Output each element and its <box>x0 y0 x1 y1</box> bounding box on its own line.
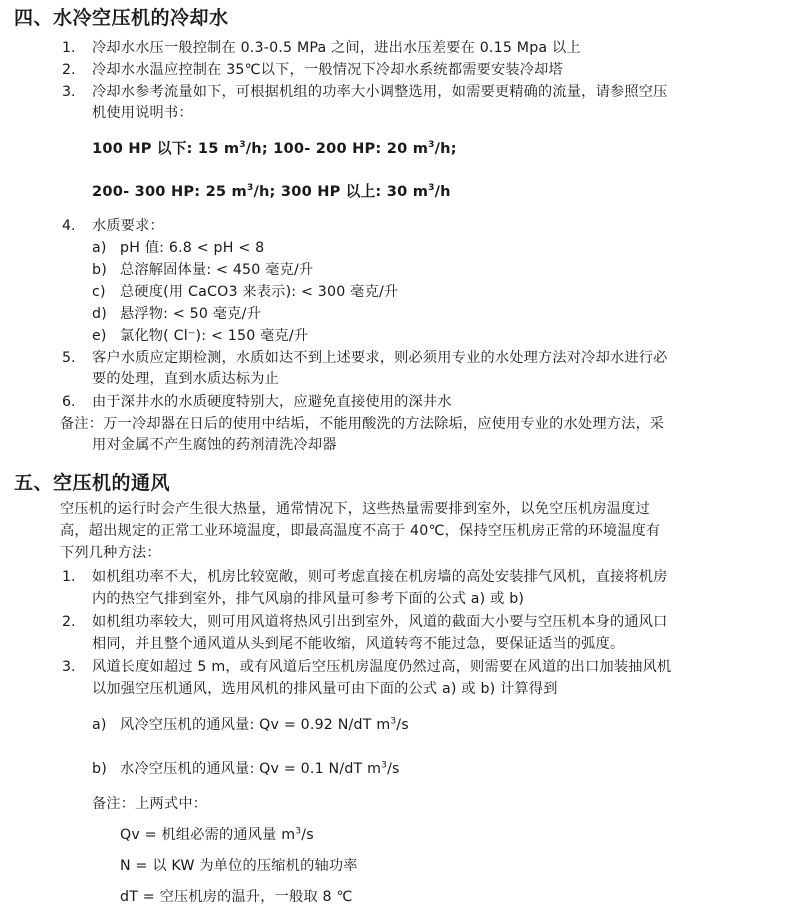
quality-item-b-label: b) <box>92 262 107 278</box>
quality-item-e-text: 氯化物( Cl⁻): < 150 毫克/升 <box>120 328 309 344</box>
s5-intro-line2: 高，超出规定的正常工业环境温度，即最高温度不高于 40℃，保持空压机房正常的环境温度有 <box>60 523 661 539</box>
s5-item2-number: 2. <box>62 614 76 630</box>
quality-item-e-label: e) <box>92 328 107 344</box>
quality-item-a-text: pH 值: 6.8 < pH < 8 <box>120 240 265 256</box>
quality-item-c-label: c) <box>92 284 106 300</box>
definition-dt: dT = 空压机房的温升，一般取 8 ℃ <box>120 889 353 905</box>
s4-note-line1: 备注：万一冷却器在日后的使用中结垢，不能用酸洗的方法除垢，应使用专业的水处理方法，采 <box>60 416 665 432</box>
s4-item5-line2: 要的处理，直到水质达标为止 <box>92 371 280 387</box>
s5-item1-line1: 如机组功率不大，机房比较宽敞，则可考虑直接在机房墙的高处安装排气风机，直接将机房 <box>92 569 668 585</box>
s5-item1-line2: 内的热空气排到室外，排气风扇的排风量可参考下面的公式 a) 或 b) <box>92 591 525 607</box>
flow-rate-line-2: 200- 300 HP: 25 $m^3/h$; 300 HP 以上: 30 $m^3/h$ <box>92 183 451 200</box>
formula-b: 水冷空压机的通风量: Qv = 0.1 N/dT $m^3/s$ <box>120 760 400 777</box>
s5-item2-line2: 相同，并且整个通风道从头到尾不能收缩，风道转弯不能过急，要保证适当的弧度。 <box>92 636 625 652</box>
s4-item3-number: 3. <box>62 84 76 100</box>
s4-note-line2: 用对金属不产生腐蚀的药剂清洗冷却器 <box>92 437 337 453</box>
flow-rate-line-1: 100 HP 以下: 15 $m^3/h$; 100- 200 HP: 20 $m^3/h$; <box>92 140 457 157</box>
formula-note-title: 备注：上两式中： <box>92 796 208 812</box>
s4-item6-number: 6. <box>62 394 76 410</box>
s5-item1-number: 1. <box>62 569 76 585</box>
formula-b-label: b) <box>92 761 107 777</box>
section5-heading: 五、空压机的通风 <box>14 472 171 494</box>
quality-item-b-text: 总溶解固体量: < 450 毫克/升 <box>120 262 314 278</box>
definition-n: N = 以 KW 为单位的压缩机的轴功率 <box>120 858 358 874</box>
quality-item-a-label: a) <box>92 240 107 256</box>
formula-a-label: a) <box>92 717 107 733</box>
s5-intro-line1: 空压机的运行时会产生很大热量，通常情况下，这些热量需要排到室外，以免空压机房温度过 <box>60 501 650 517</box>
s5-item3-number: 3. <box>62 659 76 675</box>
s5-intro-line3: 下列几种方法： <box>60 545 161 561</box>
section4-heading: 四、水冷空压机的冷却水 <box>14 7 229 29</box>
s4-item6-text: 由于深井水的水质硬度特别大，应避免直接使用的深井水 <box>92 394 452 410</box>
s4-item4-text: 水质要求： <box>92 218 164 234</box>
s4-item1-text: 冷却水水压一般控制在 0.3-0.5 MPa 之间，进出水压差要在 0.15 Mpa 以上 <box>92 40 581 56</box>
s4-item4-number: 4. <box>62 218 76 234</box>
s4-item5-line1: 客户水质应定期检测，水质如达不到上述要求，则必须用专业的水处理方法对冷却水进行必 <box>92 350 668 366</box>
formula-a: 风冷空压机的通风量: Qv = 0.92 N/dT $m^3/s$ <box>120 716 409 733</box>
s5-item2-line1: 如机组功率较大，则可用风道将热风引出到室外，风道的截面大小要与空压机本身的通风口 <box>92 614 668 630</box>
s5-item3-line2: 以加强空压机通风，选用风机的排风量可由下面的公式 a) 或 b) 计算得到 <box>92 681 558 697</box>
quality-item-d-text: 悬浮物: < 50 毫克/升 <box>120 306 261 322</box>
s5-item3-line1: 风道长度如超过 5 m，或有风道后空压机房温度仍然过高，则需要在风道的出口加装抽风机 <box>92 659 672 675</box>
quality-item-c-text: 总硬度(用 CaCO3 来表示): < 300 毫克/升 <box>120 284 399 300</box>
s4-item2-number: 2. <box>62 62 76 78</box>
s4-item1-number: 1. <box>62 40 76 56</box>
quality-item-d-label: d) <box>92 306 107 322</box>
definition-qv: Qv = 机组必需的通风量 $m^3/s$ <box>120 826 314 843</box>
s4-item5-number: 5. <box>62 350 76 366</box>
s4-item2-text: 冷却水水温应控制在 35℃以下，一般情况下冷却水系统都需要安装冷却塔 <box>92 62 563 78</box>
s4-item3-line1: 冷却水参考流量如下，可根据机组的功率大小调整选用，如需要更精确的流量，请参照空压 <box>92 84 668 100</box>
s4-item3-line2: 机使用说明书： <box>92 105 193 121</box>
